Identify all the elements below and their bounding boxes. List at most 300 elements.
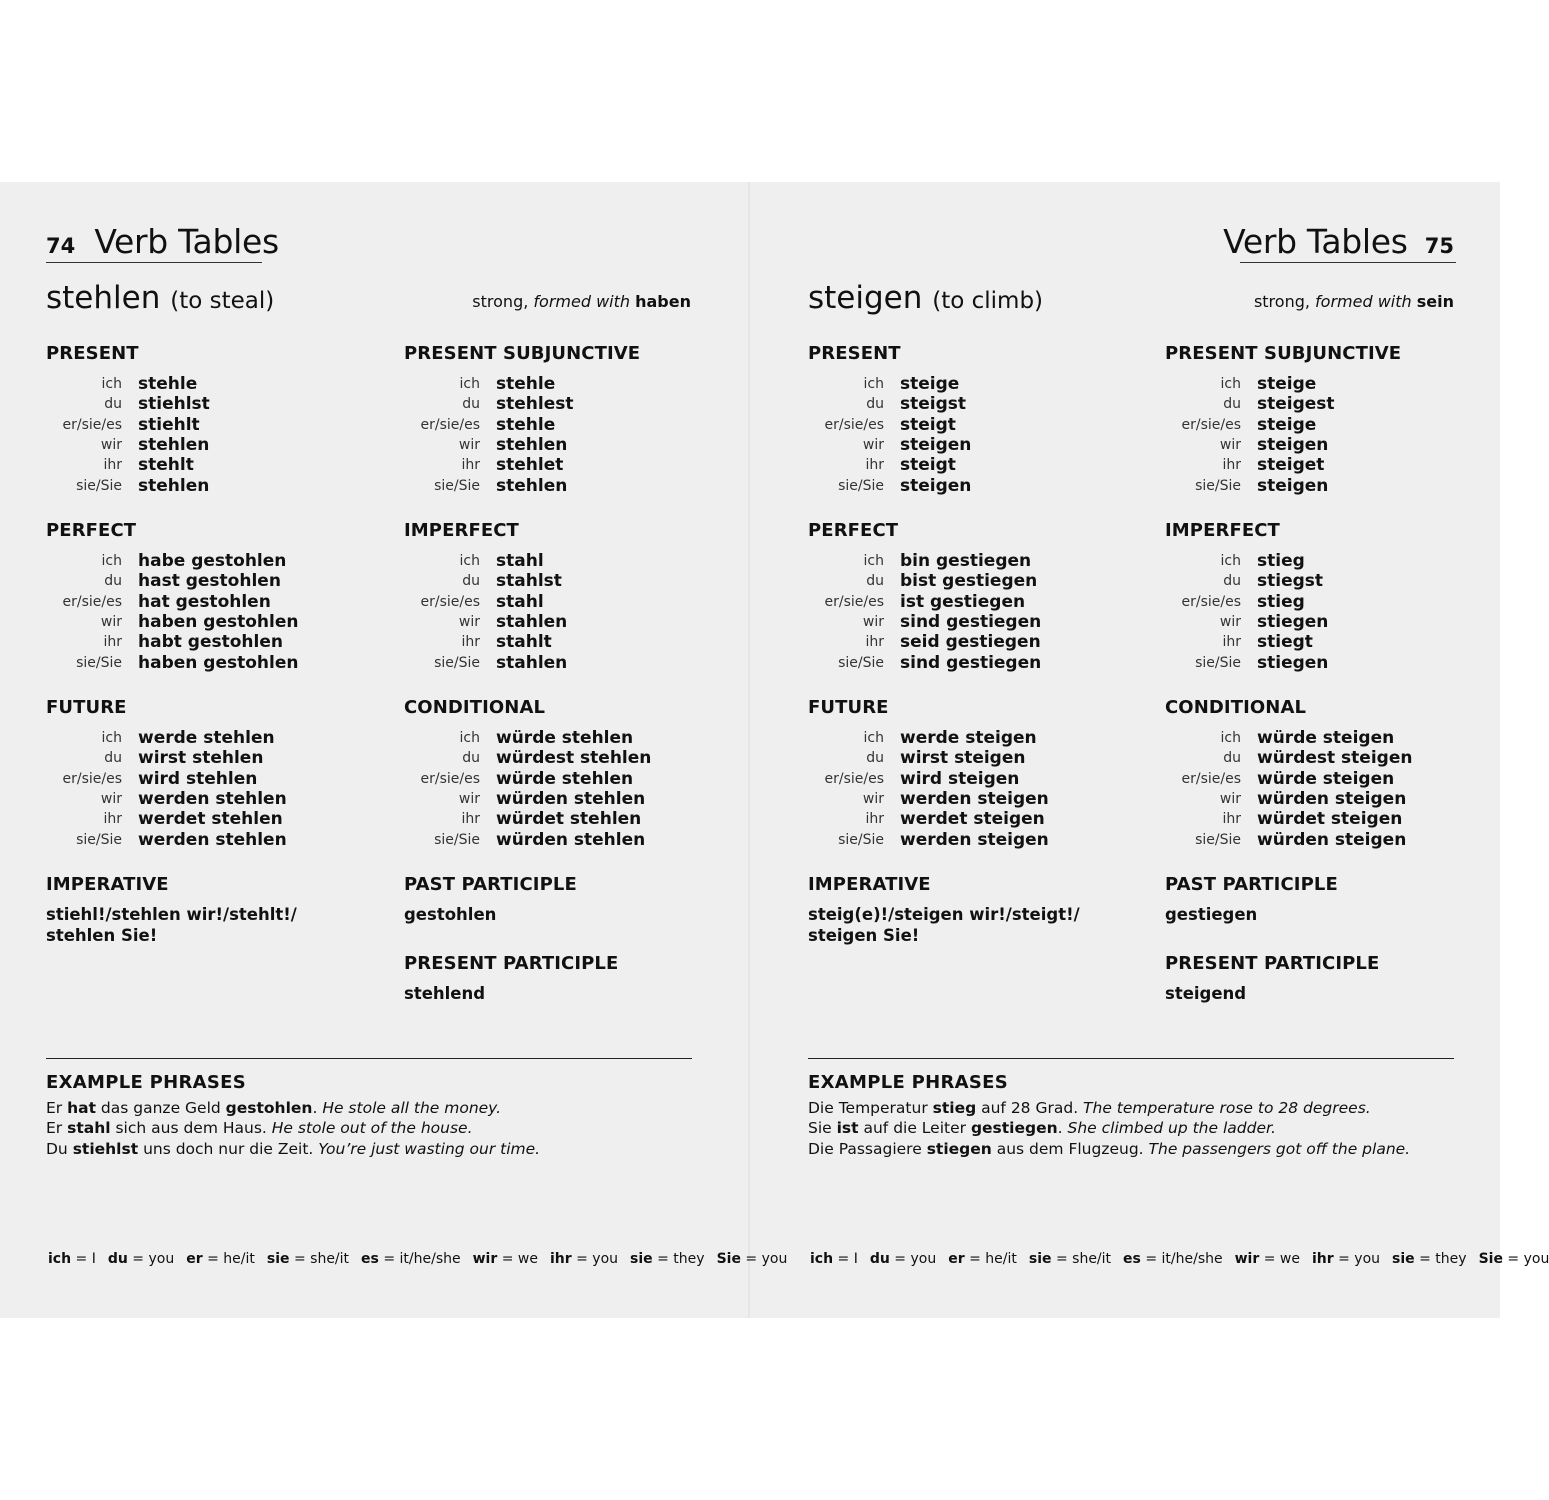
tense-conditional [404, 697, 734, 850]
example-text: sich aus dem Haus. [110, 1119, 272, 1137]
conjugation-row [404, 728, 734, 748]
legend-item [1479, 1251, 1549, 1267]
legend-item [1235, 1251, 1300, 1267]
present-participle-value: steigend [1165, 984, 1247, 1003]
pronoun: er/sie/es [62, 593, 122, 610]
verb-form: stahlst [496, 571, 562, 592]
conjugation-row [808, 612, 1138, 632]
legend-term: es [361, 1251, 379, 1267]
example-verb: gestohlen [225, 1099, 313, 1117]
example-text: . [312, 1099, 323, 1117]
legend-meaning: you [1523, 1251, 1549, 1267]
verb-type [472, 292, 691, 311]
pronoun: sie/Sie [838, 477, 884, 494]
pronoun: wir [1219, 437, 1241, 454]
verb-form: wird stehlen [138, 768, 258, 789]
section-divider [808, 1058, 1454, 1059]
conjugation-row [808, 769, 1138, 789]
legend-item [48, 1251, 96, 1267]
verb-infinitive: stehlen [46, 280, 161, 316]
example-text: aus dem Flugzeug. [991, 1140, 1149, 1158]
verb-form: stiehlt [138, 414, 200, 435]
verb-form: hat gestohlen [138, 591, 271, 612]
verb-heading [46, 280, 274, 316]
conjugation-row [46, 571, 376, 591]
legend-meaning: we [517, 1251, 538, 1267]
conjugation-row [808, 748, 1138, 768]
verb-type [1254, 292, 1454, 311]
imperative-line: stehlen Sie! [46, 925, 158, 945]
conjugation-row [404, 551, 734, 571]
verb-form: wird steigen [900, 768, 1020, 789]
conjugation-row [404, 612, 734, 632]
tense-present-subjunctive [404, 343, 734, 496]
pronoun: ihr [103, 811, 122, 828]
pronoun: ihr [865, 634, 884, 651]
verb-form: steigen [1257, 475, 1329, 496]
legend-item [1312, 1251, 1380, 1267]
verb-form: stahl [496, 551, 544, 572]
verb-form: sind gestiegen [900, 652, 1042, 673]
pronoun: wir [458, 614, 480, 631]
legend-term: sie [1392, 1251, 1415, 1267]
verb-form: steige [1257, 374, 1317, 395]
conjugation-row [46, 728, 376, 748]
legend-meaning: you [148, 1251, 175, 1267]
legend-item [473, 1251, 538, 1267]
verb-form: würde steigen [1257, 728, 1395, 749]
pronoun: ihr [461, 634, 480, 651]
imperative-line: stiehl!/stehlen wir!/stehlt!/ [46, 905, 297, 924]
legend-equals: = [1140, 1251, 1162, 1267]
pronoun: du [1223, 396, 1241, 413]
section-title: Verb Tables [1223, 222, 1408, 261]
pronoun: er/sie/es [62, 416, 122, 433]
conjugation-row [46, 789, 376, 809]
tense-perfect [808, 520, 1138, 673]
tense-heading: PRESENT [46, 343, 139, 364]
pronoun: wir [100, 791, 122, 808]
past-participle-heading: PAST PARTICIPLE [404, 874, 577, 895]
past-participle-block [404, 874, 734, 926]
page-number: 75 [1424, 234, 1454, 258]
section-title: Verb Tables [94, 222, 279, 261]
pronoun: ihr [103, 457, 122, 474]
pronoun: du [1223, 750, 1241, 767]
pronoun-legend [48, 1251, 787, 1267]
pronoun: ich [101, 553, 122, 570]
legend-meaning: he/it [223, 1251, 255, 1267]
verb-form: stehlen [496, 435, 568, 456]
header-underline [46, 262, 262, 263]
conjugation-row [404, 789, 734, 809]
tense-imperfect [404, 520, 734, 673]
verb-form: steigt [900, 455, 956, 476]
conjugation-row [46, 435, 376, 455]
legend-equals: = [378, 1251, 400, 1267]
verb-form: stehlet [496, 455, 564, 476]
pronoun: wir [458, 791, 480, 808]
present-participle-value: stehlend [404, 984, 486, 1003]
section-divider [46, 1058, 692, 1059]
legend-term: es [1123, 1251, 1141, 1267]
verb-form: stiegt [1257, 632, 1313, 653]
legend-term: Sie [1478, 1251, 1503, 1267]
legend-item [1029, 1251, 1111, 1267]
legend-equals: = [71, 1251, 92, 1267]
imperative-forms [46, 905, 376, 946]
conjugation-row [1165, 769, 1495, 789]
example-verb: hat [67, 1099, 96, 1117]
verb-form: wirst stehlen [138, 748, 264, 769]
example-text: auf 28 Grad. [976, 1099, 1084, 1117]
example-translation: She climbed up the ladder. [1067, 1119, 1276, 1137]
conjugation-row [808, 592, 1138, 612]
conjugation-rows [404, 551, 734, 673]
verb-form: steige [900, 374, 960, 395]
conjugation-row [1165, 728, 1495, 748]
verb-type-label: strong, [1253, 292, 1316, 311]
pronoun: ich [863, 553, 884, 570]
pronoun: er/sie/es [824, 593, 884, 610]
verb-form: stehle [138, 374, 198, 395]
conjugation-row [1165, 455, 1495, 475]
verb-form: werden steigen [900, 789, 1049, 810]
pronoun: ihr [461, 457, 480, 474]
example-text: Die Passagiere [808, 1140, 927, 1158]
pronoun: ich [863, 730, 884, 747]
pronoun: sie/Sie [1195, 831, 1241, 848]
legend-equals: = [1414, 1251, 1436, 1267]
conjugation-row [46, 475, 376, 495]
verb-form: würdet stehlen [496, 809, 642, 830]
tense-heading: PERFECT [46, 520, 137, 541]
verb-form: steigen [900, 475, 972, 496]
example-phrase [46, 1119, 473, 1137]
conjugation-row [404, 394, 734, 414]
verb-form: ist gestiegen [900, 591, 1026, 612]
tense-conditional [1165, 697, 1495, 850]
legend-item [630, 1251, 705, 1267]
verb-form: bist gestiegen [900, 571, 1038, 592]
example-translation: He stole out of the house. [271, 1119, 473, 1137]
conjugation-row [1165, 789, 1495, 809]
pronoun: sie/Sie [838, 831, 884, 848]
legend-meaning: it/he/she [1161, 1251, 1223, 1267]
legend-meaning: it/he/she [399, 1251, 461, 1267]
conjugation-row [808, 789, 1138, 809]
verb-form: werden stehlen [138, 789, 287, 810]
conjugation-row [808, 435, 1138, 455]
pronoun: er/sie/es [1181, 416, 1241, 433]
legend-term: er [186, 1251, 203, 1267]
example-text: Sie [808, 1119, 837, 1137]
imperative-line: steig(e)!/steigen wir!/steigt!/ [808, 905, 1080, 924]
pronoun: du [104, 750, 122, 767]
past-participle-block [1165, 874, 1495, 926]
conjugation-row [808, 809, 1138, 829]
pronoun: er/sie/es [824, 770, 884, 787]
conjugation-row [404, 652, 734, 672]
tense-heading: PRESENT SUBJUNCTIVE [404, 343, 641, 364]
present-participle-block [404, 953, 734, 1005]
verb-infinitive: steigen [808, 280, 923, 316]
conjugation-rows [1165, 374, 1495, 496]
verb-form: stahlen [496, 652, 568, 673]
legend-term: du [107, 1251, 128, 1267]
book-spread [0, 182, 1549, 1318]
example-text: auf die Leiter [858, 1119, 971, 1137]
legend-equals: = [652, 1251, 674, 1267]
legend-meaning: you [761, 1251, 788, 1267]
pronoun: ich [101, 730, 122, 747]
verb-form: stiegen [1257, 612, 1329, 633]
legend-term: sie [630, 1251, 653, 1267]
page-74 [0, 182, 788, 1318]
pronoun: ich [459, 376, 480, 393]
verb-form: werde steigen [900, 728, 1037, 749]
verb-form: werdet stehlen [138, 809, 283, 830]
legend-equals: = [571, 1251, 593, 1267]
pronoun: ihr [865, 457, 884, 474]
pronoun: er/sie/es [1181, 770, 1241, 787]
conjugation-row [404, 374, 734, 394]
conjugation-row [404, 475, 734, 495]
pronoun: ich [1220, 376, 1241, 393]
verb-form: werden steigen [900, 829, 1049, 850]
tense-imperfect [1165, 520, 1495, 673]
conjugation-rows [46, 551, 376, 673]
verb-form: stahlt [496, 632, 552, 653]
imperative-line: steigen Sie! [808, 925, 920, 945]
conjugation-row [1165, 571, 1495, 591]
tense-heading: FUTURE [46, 697, 127, 718]
example-text: Du [46, 1140, 73, 1158]
pronoun: du [104, 573, 122, 590]
pronoun: du [866, 396, 884, 413]
conjugation-row [404, 809, 734, 829]
pronoun: ich [459, 553, 480, 570]
legend-term: ihr [1311, 1251, 1334, 1267]
example-phrases-heading: EXAMPLE PHRASES [808, 1072, 1009, 1093]
example-phrases-heading: EXAMPLE PHRASES [46, 1072, 247, 1093]
example-verb: stieg [932, 1099, 977, 1117]
example-phrase [46, 1140, 540, 1158]
example-translation: The passengers got off the plane. [1148, 1140, 1411, 1158]
conjugation-row [1165, 374, 1495, 394]
conjugation-row [404, 415, 734, 435]
pronoun: ihr [1222, 811, 1241, 828]
legend-item [267, 1251, 349, 1267]
conjugation-row [808, 455, 1138, 475]
tense-present [808, 343, 1138, 496]
pronoun: ich [101, 376, 122, 393]
conjugation-row [46, 829, 376, 849]
pronoun: ihr [865, 811, 884, 828]
example-phrase [808, 1140, 1410, 1158]
past-participle-value: gestiegen [1165, 905, 1258, 924]
past-participle-value: gestohlen [404, 905, 497, 924]
verb-form: steigt [900, 414, 956, 435]
legend-meaning: you [910, 1251, 937, 1267]
example-translation: He stole all the money. [322, 1099, 502, 1117]
pronoun: sie/Sie [434, 831, 480, 848]
legend-equals: = [1051, 1251, 1073, 1267]
example-verb: stiehlst [72, 1140, 139, 1158]
conjugation-row [1165, 612, 1495, 632]
pronoun: er/sie/es [420, 416, 480, 433]
pronoun: wir [1219, 614, 1241, 631]
verb-form: werde stehlen [138, 728, 275, 749]
page-header [46, 222, 279, 261]
conjugation-row [46, 769, 376, 789]
pronoun: wir [1219, 791, 1241, 808]
legend-equals: = [127, 1251, 149, 1267]
verb-form: stehlt [138, 455, 194, 476]
conjugation-row [808, 829, 1138, 849]
legend-item [1392, 1251, 1467, 1267]
pronoun: du [462, 396, 480, 413]
conjugation-row [404, 455, 734, 475]
verb-form: stahlen [496, 612, 568, 633]
conjugation-row [1165, 809, 1495, 829]
conjugation-row [404, 592, 734, 612]
verb-gloss: (to steal) [170, 288, 275, 314]
conjugation-row [808, 394, 1138, 414]
pronoun: sie/Sie [434, 654, 480, 671]
conjugation-row [46, 415, 376, 435]
conjugation-row [808, 551, 1138, 571]
legend-meaning: he/it [985, 1251, 1017, 1267]
conjugation-row [808, 571, 1138, 591]
example-text: das ganze Geld [96, 1099, 226, 1117]
conjugation-rows [46, 374, 376, 496]
legend-term: wir [1234, 1251, 1260, 1267]
example-text: Die Temperatur [808, 1099, 933, 1117]
legend-equals: = [1333, 1251, 1355, 1267]
verb-form: würden steigen [1257, 789, 1407, 810]
conjugation-rows [1165, 728, 1495, 850]
legend-term: ihr [549, 1251, 572, 1267]
legend-meaning: I [853, 1251, 858, 1267]
verb-form: würden stehlen [496, 829, 646, 850]
page-header [1223, 222, 1454, 261]
verb-form: würden steigen [1257, 829, 1407, 850]
example-translation: The temperature rose to 28 degrees. [1083, 1099, 1371, 1117]
conjugation-rows [46, 728, 376, 850]
verb-form: werdet steigen [900, 809, 1045, 830]
imperative-heading: IMPERATIVE [46, 874, 169, 895]
verb-form: stiehlst [138, 394, 210, 415]
pronoun: sie/Sie [838, 654, 884, 671]
pronoun: er/sie/es [420, 593, 480, 610]
conjugation-row [1165, 829, 1495, 849]
conjugation-row [46, 394, 376, 414]
tense-heading: IMPERFECT [404, 520, 519, 541]
conjugation-row [46, 551, 376, 571]
verb-form: würden stehlen [496, 789, 646, 810]
legend-term: er [948, 1251, 965, 1267]
legend-item [1123, 1251, 1223, 1267]
verb-form: habt gestohlen [138, 632, 283, 653]
conjugation-row [46, 374, 376, 394]
pronoun: sie/Sie [76, 654, 122, 671]
conjugation-row [1165, 632, 1495, 652]
verb-form: stieg [1257, 551, 1305, 572]
verb-form: hast gestohlen [138, 571, 281, 592]
conjugation-row [808, 632, 1138, 652]
legend-equals: = [202, 1251, 224, 1267]
example-verb: gestiegen [970, 1119, 1058, 1137]
legend-equals: = [289, 1251, 311, 1267]
verb-form: stahl [496, 591, 544, 612]
pronoun: sie/Sie [434, 477, 480, 494]
pronoun: ich [863, 376, 884, 393]
legend-meaning: they [1435, 1251, 1467, 1267]
pronoun: wir [862, 437, 884, 454]
conjugation-rows [404, 374, 734, 496]
example-translation: You’re just wasting our time. [318, 1140, 541, 1158]
verb-form: steiget [1257, 455, 1325, 476]
pronoun: du [462, 573, 480, 590]
pronoun: du [462, 750, 480, 767]
verb-form: würde stehlen [496, 728, 634, 749]
conjugation-rows [808, 374, 1138, 496]
legend-meaning: you [1354, 1251, 1381, 1267]
legend-item [870, 1251, 936, 1267]
legend-equals: = [964, 1251, 986, 1267]
legend-equals: = [740, 1251, 762, 1267]
verb-form: stiegen [1257, 652, 1329, 673]
imperative-block [46, 874, 376, 946]
conjugation-row [808, 728, 1138, 748]
pronoun: sie/Sie [76, 831, 122, 848]
conjugation-row [46, 632, 376, 652]
example-phrase [46, 1099, 501, 1117]
verb-form: stehlen [138, 435, 210, 456]
legend-meaning: they [673, 1251, 705, 1267]
pronoun: du [866, 573, 884, 590]
tense-heading: CONDITIONAL [1165, 697, 1307, 718]
conjugation-rows [1165, 551, 1495, 673]
tense-perfect [46, 520, 376, 673]
legend-term: du [869, 1251, 890, 1267]
example-phrase [808, 1099, 1371, 1117]
legend-meaning: she/it [1072, 1251, 1112, 1267]
conjugation-rows [808, 728, 1138, 850]
conjugation-row [46, 652, 376, 672]
tense-present [46, 343, 376, 496]
pronoun: ich [1220, 730, 1241, 747]
pronoun: wir [458, 437, 480, 454]
verb-form: würde stehlen [496, 768, 634, 789]
verb-form: stiegst [1257, 571, 1324, 592]
pronoun: wir [100, 614, 122, 631]
pronoun: sie/Sie [76, 477, 122, 494]
legend-item [108, 1251, 174, 1267]
pronoun: ihr [461, 811, 480, 828]
conjugation-row [46, 612, 376, 632]
verb-form: haben gestohlen [138, 612, 299, 633]
verb-form: stehlen [138, 475, 210, 496]
verb-gloss: (to climb) [932, 288, 1044, 314]
present-participle-heading: PRESENT PARTICIPLE [1165, 953, 1380, 974]
present-participle-block [1165, 953, 1495, 1005]
verb-form: stehle [496, 414, 556, 435]
header-underline [1240, 262, 1456, 263]
tense-heading: FUTURE [808, 697, 889, 718]
pronoun: wir [862, 791, 884, 808]
